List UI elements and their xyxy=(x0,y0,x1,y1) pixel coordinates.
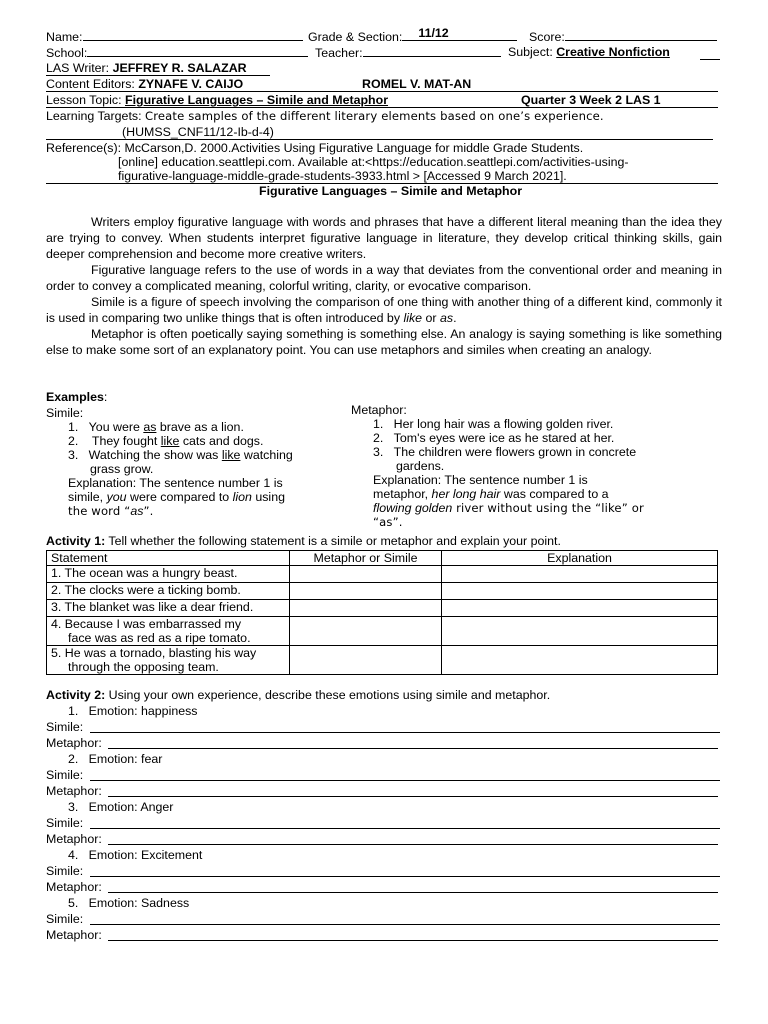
metaphor-example-2 xyxy=(373,431,614,446)
simile-2-text: They fought xyxy=(88,434,161,448)
simile-3-keyword: like xyxy=(221,448,241,462)
term-like: like xyxy=(403,311,423,325)
grade-value: 11/12 xyxy=(418,26,449,40)
examples-heading xyxy=(46,390,107,405)
targets-code: (HUMSS_CNF11/12-Ib-d-4) xyxy=(122,125,274,139)
name-label: Name: xyxy=(46,30,83,44)
term-as: as xyxy=(439,311,454,325)
answer-explanation-cell[interactable] xyxy=(442,617,718,646)
ref-line-1: McCarson,D. 2000.Activities Using Figurative Language for middle Grade Students. xyxy=(124,141,584,155)
metaphor-answer-line[interactable] xyxy=(108,892,718,893)
grade-label: Grade & Section: xyxy=(308,30,403,44)
simile-expl-mid: were compared to xyxy=(126,490,233,504)
emotion-label: Emotion: Anger xyxy=(88,800,174,814)
editors-underline xyxy=(46,91,718,92)
topic-value: Figurative Languages – Simile and Metaphor xyxy=(125,93,389,107)
school-field[interactable] xyxy=(46,45,308,61)
statement-text-cont: through the opposing team. xyxy=(68,660,219,674)
statement-cell xyxy=(47,617,290,646)
subject-label: Subject: xyxy=(508,45,553,59)
simile-expl-end: using xyxy=(251,490,285,504)
school-label: School: xyxy=(46,46,88,60)
emotion-item xyxy=(68,800,173,815)
writer-row xyxy=(46,61,247,76)
emotion-number: 3. xyxy=(68,800,79,814)
mnum-3: 3. xyxy=(373,445,384,459)
paragraph-4: Metaphor is often poetically saying something is something else. An analogy is saying something is like something else to make some sort of an explanatory point. You can use metaphors and similes when creating an analogy. xyxy=(46,327,722,357)
metaphor-explanation-2 xyxy=(373,487,609,502)
simile-answer-label: Simile: xyxy=(46,720,84,734)
metaphor-1-text: Her long hair was a flowing golden river. xyxy=(393,417,614,431)
simile-expl-text: simile, xyxy=(68,490,107,504)
answer-explanation-cell[interactable] xyxy=(442,600,718,617)
name-blank[interactable] xyxy=(83,29,303,41)
emotion-number: 5. xyxy=(68,896,79,910)
simile-answer-line[interactable] xyxy=(90,828,720,829)
emotion-number: 2. xyxy=(68,752,79,766)
num-3: 3. xyxy=(68,448,79,462)
emotion-item xyxy=(68,848,202,863)
metaphor-label: Metaphor: xyxy=(351,403,407,417)
teacher-label: Teacher: xyxy=(315,46,363,60)
term-flowing-golden: flowing golden xyxy=(373,501,453,515)
targets-value: Create samples of the different literary elements based on one’s experience. xyxy=(144,109,604,123)
paragraph-2: Figurative language refers to the use of words in a way that deviates from the conventional order and meaning in order to convey a complicated meaning, colorful writing, clarity, or evocative comparison. xyxy=(46,263,722,293)
simile-explanation-1: Explanation: The sentence number 1 is xyxy=(68,476,283,490)
examples-heading-text: Examples xyxy=(46,390,104,404)
metaphor-expl-text: metaphor, xyxy=(373,487,432,501)
activity1-table xyxy=(46,550,718,675)
metaphor-answer-line[interactable] xyxy=(108,796,718,797)
simile-example-3 xyxy=(68,448,293,463)
score-blank[interactable] xyxy=(565,29,717,41)
paragraph-3-or: or xyxy=(422,311,440,325)
column-header-explanation: Explanation xyxy=(442,551,718,566)
metaphor-3-text: The children were flowers grown in concrete xyxy=(393,445,637,459)
paragraph-1: Writers employ figurative language with words and phrases that have a different literal meaning than the idea they are trying to convey. When students interpret figurative language in literature, they develop critical thinking skills, gain deeper comprehension and become more creative writers. xyxy=(46,215,722,261)
paragraph-3-end: . xyxy=(453,311,457,325)
answer-type-cell[interactable] xyxy=(290,583,442,600)
writer-value: JEFFREY R. SALAZAR xyxy=(112,61,247,75)
name-field[interactable] xyxy=(46,29,303,45)
teacher-blank[interactable] xyxy=(363,45,501,57)
topic-label: Lesson Topic: xyxy=(46,93,122,107)
emotion-label: Emotion: Sadness xyxy=(88,896,190,910)
simile-answer-line[interactable] xyxy=(90,732,720,733)
metaphor-example-3 xyxy=(373,445,636,460)
simile-3-cont: grass grow. xyxy=(90,462,154,476)
metaphor-answer-line[interactable] xyxy=(108,844,718,845)
school-blank[interactable] xyxy=(87,45,308,57)
ref-line-3: figurative-language-middle-grade-students-3933.html > [Accessed 9 March 2021]. xyxy=(118,169,567,183)
activity1-heading xyxy=(46,534,561,549)
simile-answer-label: Simile: xyxy=(46,864,84,878)
table-row xyxy=(47,600,718,617)
statement-text: 2. The clocks were a ticking bomb. xyxy=(51,583,241,597)
emotion-label: Emotion: fear xyxy=(88,752,163,766)
emotion-number: 4. xyxy=(68,848,79,862)
table-row xyxy=(47,646,718,675)
table-row xyxy=(47,566,718,583)
simile-2-keyword: like xyxy=(160,434,180,448)
num-2: 2. xyxy=(68,434,79,448)
answer-type-cell[interactable] xyxy=(290,600,442,617)
simile-1-keyword: as xyxy=(143,420,157,434)
emotion-item xyxy=(68,704,198,719)
editor-1: ZYNAFE V. CAIJO xyxy=(138,77,244,91)
statement-cell xyxy=(47,646,290,675)
metaphor-explanation-1: Explanation: The sentence number 1 is xyxy=(373,473,588,487)
answer-explanation-cell[interactable] xyxy=(442,646,718,675)
answer-type-cell[interactable] xyxy=(290,646,442,675)
statement-text: 1. The ocean was a hungry beast. xyxy=(51,566,238,580)
table-row xyxy=(47,583,718,600)
answer-type-cell[interactable] xyxy=(290,617,442,646)
column-header-statement: Statement xyxy=(47,551,290,566)
targets-underline xyxy=(46,139,713,140)
simile-answer-label: Simile: xyxy=(46,912,84,926)
simile-answer-label: Simile: xyxy=(46,816,84,830)
metaphor-3-cont: gardens. xyxy=(396,459,445,473)
grade-field[interactable] xyxy=(308,26,517,45)
statement-text-cont: face was as red as a ripe tomato. xyxy=(68,631,251,645)
activity2-label: Activity 2: xyxy=(46,688,106,702)
simile-3-text: Watching the show was xyxy=(88,448,222,462)
metaphor-answer-label: Metaphor: xyxy=(46,784,102,798)
simile-explanation-3 xyxy=(68,504,154,519)
emotion-number: 1. xyxy=(68,704,79,718)
emotion-item xyxy=(68,896,189,911)
simile-2-end: cats and dogs. xyxy=(179,434,264,448)
answer-explanation-cell[interactable] xyxy=(442,566,718,583)
subject-field xyxy=(508,45,670,60)
table-row xyxy=(47,617,718,646)
term-you: you xyxy=(106,490,127,504)
mnum-2: 2. xyxy=(373,431,384,445)
simile-expl-close: ”. xyxy=(143,504,154,518)
writer-label: LAS Writer: xyxy=(46,61,110,75)
emotion-label: Emotion: happiness xyxy=(88,704,198,718)
activity1-label: Activity 1: xyxy=(46,534,106,548)
metaphor-answer-label: Metaphor: xyxy=(46,832,102,846)
statement-cell xyxy=(47,566,290,583)
subject-value: Creative Nonfiction xyxy=(556,45,670,59)
paragraph-3 xyxy=(46,294,722,326)
simile-example-1 xyxy=(68,420,244,435)
score-field[interactable] xyxy=(529,29,717,45)
score-label: Score: xyxy=(529,30,565,44)
simile-1-text: You were xyxy=(88,420,144,434)
simile-answer-line[interactable] xyxy=(90,876,720,877)
metaphor-answer-line[interactable] xyxy=(108,748,718,749)
metaphor-example-1 xyxy=(373,417,613,432)
statement-cell xyxy=(47,583,290,600)
metaphor-answer-line[interactable] xyxy=(108,940,718,941)
page-title: Figurative Languages – Simile and Metaphor xyxy=(259,184,523,198)
metaphor-explanation-3 xyxy=(373,501,644,516)
ref-label: Reference(s): xyxy=(46,141,122,155)
editors-row xyxy=(46,77,243,92)
metaphor-explanation-4: “as”. xyxy=(373,515,403,529)
editor-2: ROMEL V. MAT-AN xyxy=(362,77,472,91)
term-as-2: as xyxy=(130,504,144,518)
statement-text: 3. The blanket was like a dear friend. xyxy=(51,600,254,614)
term-hair: her long hair xyxy=(431,487,501,501)
simile-explanation-2 xyxy=(68,490,285,505)
teacher-field[interactable] xyxy=(315,45,501,61)
table-header-row xyxy=(47,551,718,566)
examples-colon: : xyxy=(103,390,108,404)
metaphor-answer-label: Metaphor: xyxy=(46,880,102,894)
simile-3-end: watching xyxy=(240,448,293,462)
quarter-label: Quarter 3 Week 2 LAS 1 xyxy=(521,93,661,107)
subject-underline xyxy=(700,59,720,60)
num-1: 1. xyxy=(68,420,79,434)
metaphor-answer-label: Metaphor: xyxy=(46,736,102,750)
grade-blank[interactable] xyxy=(402,26,517,41)
simile-1-end: brave as a lion. xyxy=(156,420,244,434)
emotion-item xyxy=(68,752,162,767)
activity2-heading xyxy=(46,688,550,703)
writer-underline xyxy=(46,75,270,76)
metaphor-2-text: Tom's eyes were ice as he stared at her. xyxy=(393,431,615,445)
answer-type-cell[interactable] xyxy=(290,566,442,583)
simile-answer-label: Simile: xyxy=(46,768,84,782)
targets-label: Learning Targets: xyxy=(46,109,142,123)
simile-example-2 xyxy=(68,434,263,449)
term-lion: lion xyxy=(232,490,252,504)
statement-cell xyxy=(47,600,290,617)
metaphor-expl-end: was compared to a xyxy=(500,487,609,501)
mnum-1: 1. xyxy=(373,417,384,431)
activity1-instruction: Tell whether the following statement is a simile or metaphor and explain your point. xyxy=(105,534,561,548)
editors-label: Content Editors: xyxy=(46,77,135,91)
column-header-type: Metaphor or Simile xyxy=(290,551,442,566)
ref-row xyxy=(46,141,583,156)
targets-row xyxy=(46,109,604,124)
topic-row xyxy=(46,93,388,108)
statement-text: 4. Because I was embarrassed my xyxy=(51,617,242,631)
answer-explanation-cell[interactable] xyxy=(442,583,718,600)
emotion-label: Emotion: Excitement xyxy=(88,848,203,862)
simile-answer-line[interactable] xyxy=(90,780,720,781)
intro-paragraphs xyxy=(46,214,722,358)
metaphor-expl-rest: river without using the “like” or xyxy=(452,501,644,515)
simile-label: Simile: xyxy=(46,406,84,420)
activity2-instruction: Using your own experience, describe these emotions using simile and metaphor. xyxy=(105,688,551,702)
topic-underline xyxy=(46,107,718,108)
ref-line-2: [online] education.seattlepi.com. Available at:<https://education.seattlepi.com/activities-using- xyxy=(118,155,629,169)
simile-expl-word: the word “ xyxy=(68,504,131,518)
metaphor-answer-label: Metaphor: xyxy=(46,928,102,942)
simile-answer-line[interactable] xyxy=(90,924,720,925)
paragraph-3-text: Simile is a figure of speech involving the comparison of one thing with another thing of a different kind, commonly it is used in comparing two unlike things that is often introduced by xyxy=(46,295,722,325)
statement-text: 5. He was a tornado, blasting his way xyxy=(51,646,257,660)
